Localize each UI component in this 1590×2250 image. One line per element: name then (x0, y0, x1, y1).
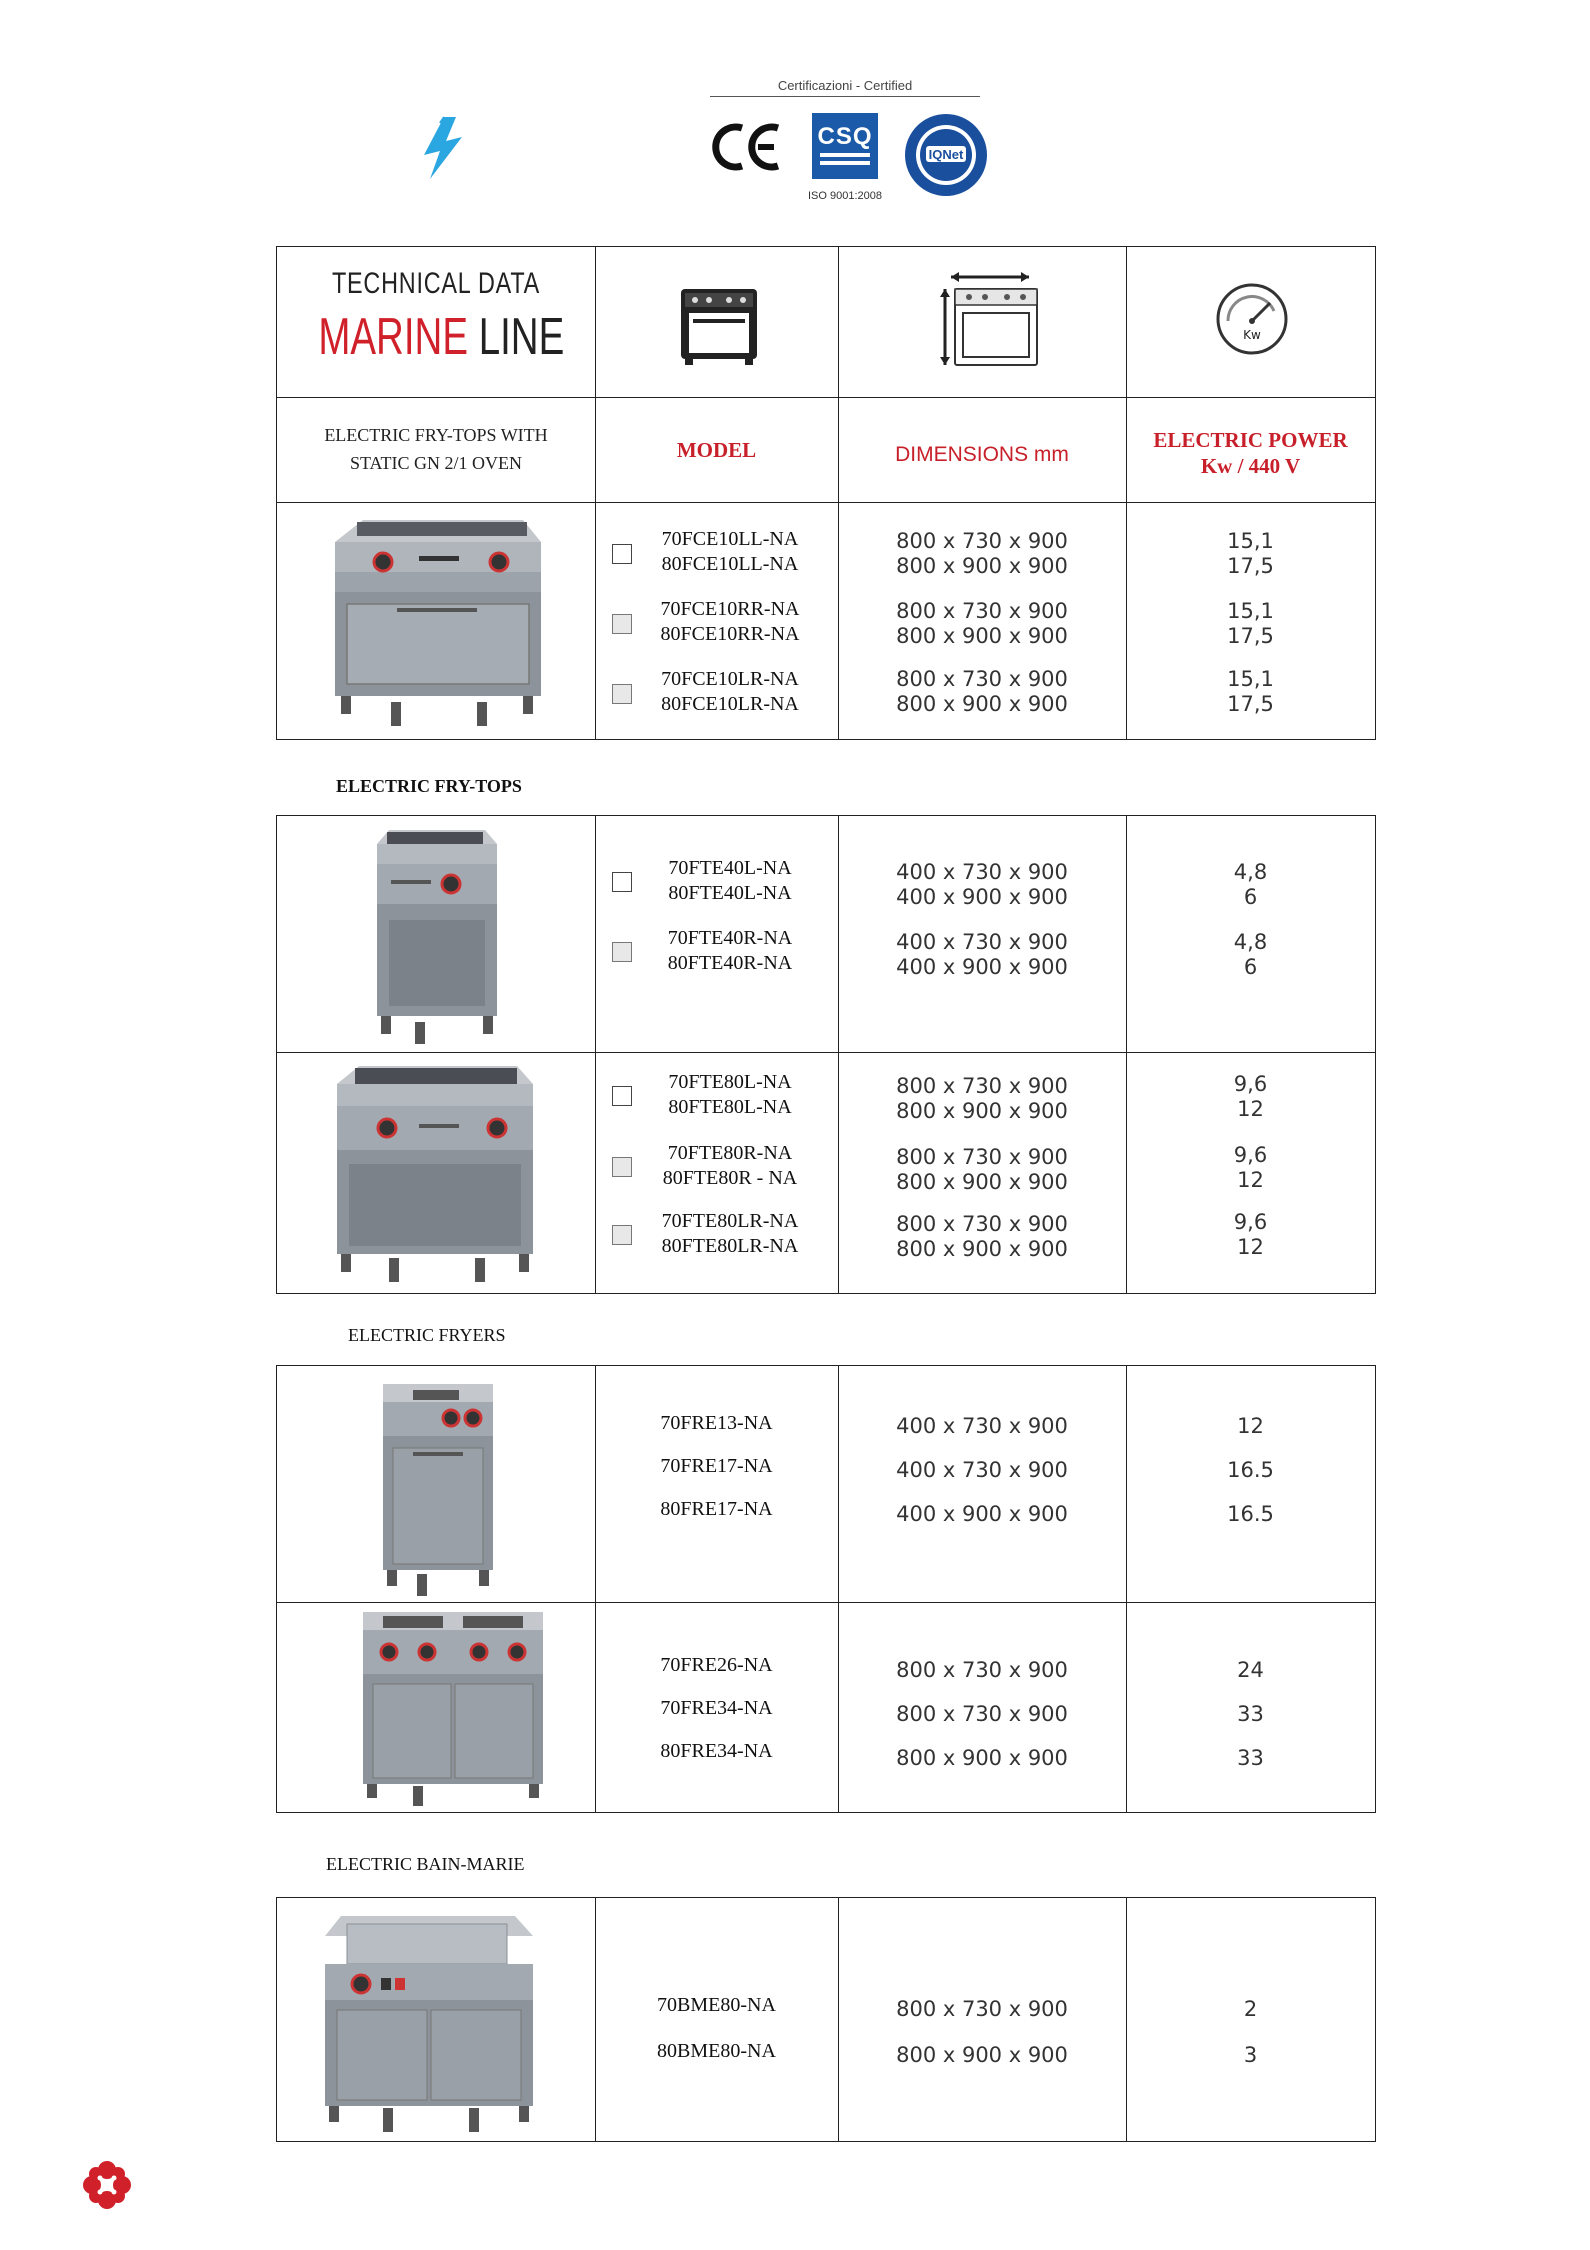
power-value: 17,5 (1227, 624, 1274, 648)
model-code: 80FTE40L-NA (668, 882, 792, 904)
product-image-bain-marie (319, 1910, 539, 2136)
power-cell (1126, 1210, 1375, 1260)
csq-logo (812, 113, 878, 179)
table-fryers (276, 1365, 1376, 1813)
power-value: 15,1 (1227, 667, 1274, 691)
dimensions-icon (937, 271, 1047, 371)
section-description (277, 421, 595, 477)
power-cell (1126, 930, 1375, 980)
power-cell (1126, 1143, 1375, 1193)
power-value: 17,5 (1227, 692, 1274, 716)
power-header-line-2: Kw / 440 V (1200, 454, 1301, 478)
power-gauge-icon (1214, 281, 1290, 357)
model-code: 70FCE10LL-NA (661, 528, 799, 550)
power-cell (1126, 1986, 1375, 2078)
model-cell (635, 1209, 825, 1259)
dimension-value: 400 x 900 x 900 (896, 1502, 1068, 1526)
model-code: 70FTE80LR-NA (661, 1210, 799, 1232)
dimension-value: 800 x 900 x 900 (896, 1746, 1068, 1770)
kw-icon-label: Kw (1243, 328, 1261, 342)
dimension-value: 800 x 900 x 900 (896, 1170, 1068, 1194)
model-code: 70FRE13-NA (660, 1412, 773, 1434)
dimensions-cell (838, 1145, 1126, 1195)
dimension-value: 800 x 730 x 900 (896, 1145, 1068, 1169)
model-code: 70FTE80R-NA (667, 1142, 793, 1164)
iqnet-logo (903, 112, 989, 198)
dimensions-cell (838, 667, 1126, 717)
power-value: 12 (1237, 1235, 1264, 1259)
power-cell (1126, 860, 1375, 910)
product-image-fryer-double (353, 1606, 553, 1810)
model-code: 70FCE10LR-NA (661, 668, 799, 690)
dimension-value: 800 x 730 x 900 (896, 1702, 1068, 1726)
product-image-fryer-single (373, 1378, 503, 1600)
brand-logo-icon (82, 2160, 132, 2210)
dimension-value: 800 x 900 x 900 (896, 1237, 1068, 1261)
model-code: 80FCE10LR-NA (661, 693, 799, 715)
dimensions-header: DIMENSIONS mm (895, 443, 1069, 466)
table-bain-marie (276, 1897, 1376, 2142)
model-code: 80FTE80LR-NA (661, 1235, 799, 1257)
product-image-fry-top-400 (365, 826, 505, 1050)
power-value: 9,6 (1233, 1072, 1268, 1096)
page-title (277, 267, 595, 367)
product-image-fry-top-800 (329, 1060, 539, 1286)
model-checkbox[interactable] (612, 684, 632, 704)
power-value: 12 (1237, 1097, 1264, 1121)
title-technical-data: TECHNICAL DATA (331, 267, 541, 300)
dimension-value: 400 x 900 x 900 (896, 955, 1068, 979)
section-label-bain-marie: ELECTRIC BAIN-MARIE (326, 1854, 525, 1874)
model-cell (595, 1644, 838, 1773)
power-cell (1126, 1404, 1375, 1536)
model-code: 80FRE34-NA (660, 1740, 773, 1762)
product-image-fry-top-oven (327, 512, 547, 734)
model-code: 70FTE40L-NA (668, 857, 792, 879)
model-code: 70FRE26-NA (660, 1654, 773, 1676)
iso-label: ISO 9001:2008 (807, 190, 882, 202)
table-fry-tops (276, 815, 1376, 1294)
dimension-value: 800 x 730 x 900 (896, 1212, 1068, 1236)
dimension-value: 400 x 730 x 900 (896, 1458, 1068, 1482)
dimension-value: 400 x 730 x 900 (896, 1414, 1068, 1438)
model-cell (595, 1402, 838, 1531)
power-value: 24 (1237, 1658, 1264, 1682)
description-line-1: ELECTRIC FRY-TOPS WITH (324, 425, 548, 445)
iqnet-seal-icon (903, 112, 989, 198)
dimension-value: 800 x 900 x 900 (896, 554, 1068, 578)
ce-mark-icon (712, 122, 784, 172)
power-value: 33 (1237, 1702, 1264, 1726)
iqnet-text: IQNet (928, 147, 964, 162)
power-value: 33 (1237, 1746, 1264, 1770)
model-header: MODEL (676, 438, 757, 462)
section-label-fry-tops: ELECTRIC FRY-TOPS (336, 776, 522, 796)
dimension-value: 800 x 730 x 900 (896, 1997, 1068, 2021)
power-value: 17,5 (1227, 554, 1274, 578)
model-code: 70FTE40R-NA (667, 927, 793, 949)
model-code: 70FCE10RR-NA (660, 598, 800, 620)
model-checkbox[interactable] (612, 1225, 632, 1245)
model-checkbox[interactable] (612, 544, 632, 564)
section-label-fryers: ELECTRIC FRYERS (348, 1325, 506, 1345)
model-cell (635, 667, 825, 717)
power-cell (1126, 529, 1375, 579)
dimensions-cell (838, 529, 1126, 579)
dimension-value: 800 x 730 x 900 (896, 599, 1068, 623)
dimension-value: 800 x 730 x 900 (896, 667, 1068, 691)
model-cell (635, 597, 825, 647)
title-line-word: LINE (478, 308, 565, 366)
dimensions-cell (838, 1074, 1126, 1124)
power-value: 16.5 (1227, 1502, 1274, 1526)
power-cell (1126, 599, 1375, 649)
model-checkbox[interactable] (612, 942, 632, 962)
power-value: 15,1 (1227, 599, 1274, 623)
power-value: 6 (1243, 885, 1258, 909)
dimension-value: 800 x 900 x 900 (896, 692, 1068, 716)
dimensions-cell (838, 1404, 1126, 1536)
dimension-value: 800 x 730 x 900 (896, 1074, 1068, 1098)
dimension-value: 800 x 900 x 900 (896, 624, 1068, 648)
model-checkbox[interactable] (612, 872, 632, 892)
model-cell (595, 1982, 838, 2074)
power-cell (1126, 667, 1375, 717)
power-value: 15,1 (1227, 529, 1274, 553)
dimension-value: 400 x 730 x 900 (896, 930, 1068, 954)
dimension-value: 800 x 900 x 900 (896, 2043, 1068, 2067)
power-cell (1126, 1648, 1375, 1780)
power-value: 4,8 (1233, 930, 1268, 954)
model-code: 80FRE17-NA (660, 1498, 773, 1520)
description-line-2: STATIC GN 2/1 OVEN (349, 453, 523, 473)
power-value: 16.5 (1227, 1458, 1274, 1482)
power-value: 3 (1243, 2043, 1258, 2067)
power-header-line-1: ELECTRIC POWER (1153, 428, 1348, 452)
model-checkbox[interactable] (612, 614, 632, 634)
dimension-value: 800 x 730 x 900 (896, 1658, 1068, 1682)
csq-logo-text: CSQ (817, 123, 873, 150)
title-marine-line (318, 307, 565, 367)
lightning-icon (418, 115, 468, 181)
model-checkbox[interactable] (612, 1086, 632, 1106)
power-value: 12 (1237, 1414, 1264, 1438)
model-cell (635, 926, 825, 976)
dimensions-cell (838, 930, 1126, 980)
model-code: 80FTE80R - NA (662, 1167, 798, 1189)
dimension-value: 800 x 900 x 900 (896, 1099, 1068, 1123)
oven-icon (677, 285, 761, 367)
model-code: 80FCE10LL-NA (661, 553, 799, 575)
model-code: 70BME80-NA (657, 1994, 776, 2016)
model-code: 80FTE40R-NA (667, 952, 793, 974)
dimensions-cell (838, 860, 1126, 910)
dimension-value: 400 x 730 x 900 (896, 860, 1068, 884)
power-value: 9,6 (1233, 1143, 1268, 1167)
ce-mark (712, 122, 784, 172)
power-value: 6 (1243, 955, 1258, 979)
dimension-value: 800 x 730 x 900 (896, 529, 1068, 553)
table-fry-tops-oven (276, 246, 1376, 740)
power-value: 9,6 (1233, 1210, 1268, 1234)
dimensions-cell (838, 1212, 1126, 1262)
model-cell (635, 1141, 825, 1191)
power-cell (1126, 1072, 1375, 1122)
certifications-title: Certificazioni - Certified (710, 78, 980, 97)
model-code: 70FRE34-NA (660, 1697, 773, 1719)
dimensions-cell (838, 1986, 1126, 2078)
dimension-value: 400 x 900 x 900 (896, 885, 1068, 909)
title-marine-word: MARINE (318, 308, 469, 366)
model-code: 80BME80-NA (657, 2040, 776, 2062)
dimensions-cell (838, 1648, 1126, 1780)
model-code: 80FCE10RR-NA (660, 623, 800, 645)
power-value: 2 (1243, 1997, 1258, 2021)
model-checkbox[interactable] (612, 1157, 632, 1177)
power-value: 4,8 (1233, 860, 1268, 884)
model-cell (635, 1070, 825, 1120)
model-code: 70FRE17-NA (660, 1455, 773, 1477)
model-cell (635, 856, 825, 906)
model-cell (635, 527, 825, 577)
power-header (1126, 427, 1375, 479)
dimensions-cell (838, 599, 1126, 649)
model-code: 70FTE80L-NA (668, 1071, 792, 1093)
model-code: 80FTE80L-NA (668, 1096, 792, 1118)
power-value: 12 (1237, 1168, 1264, 1192)
